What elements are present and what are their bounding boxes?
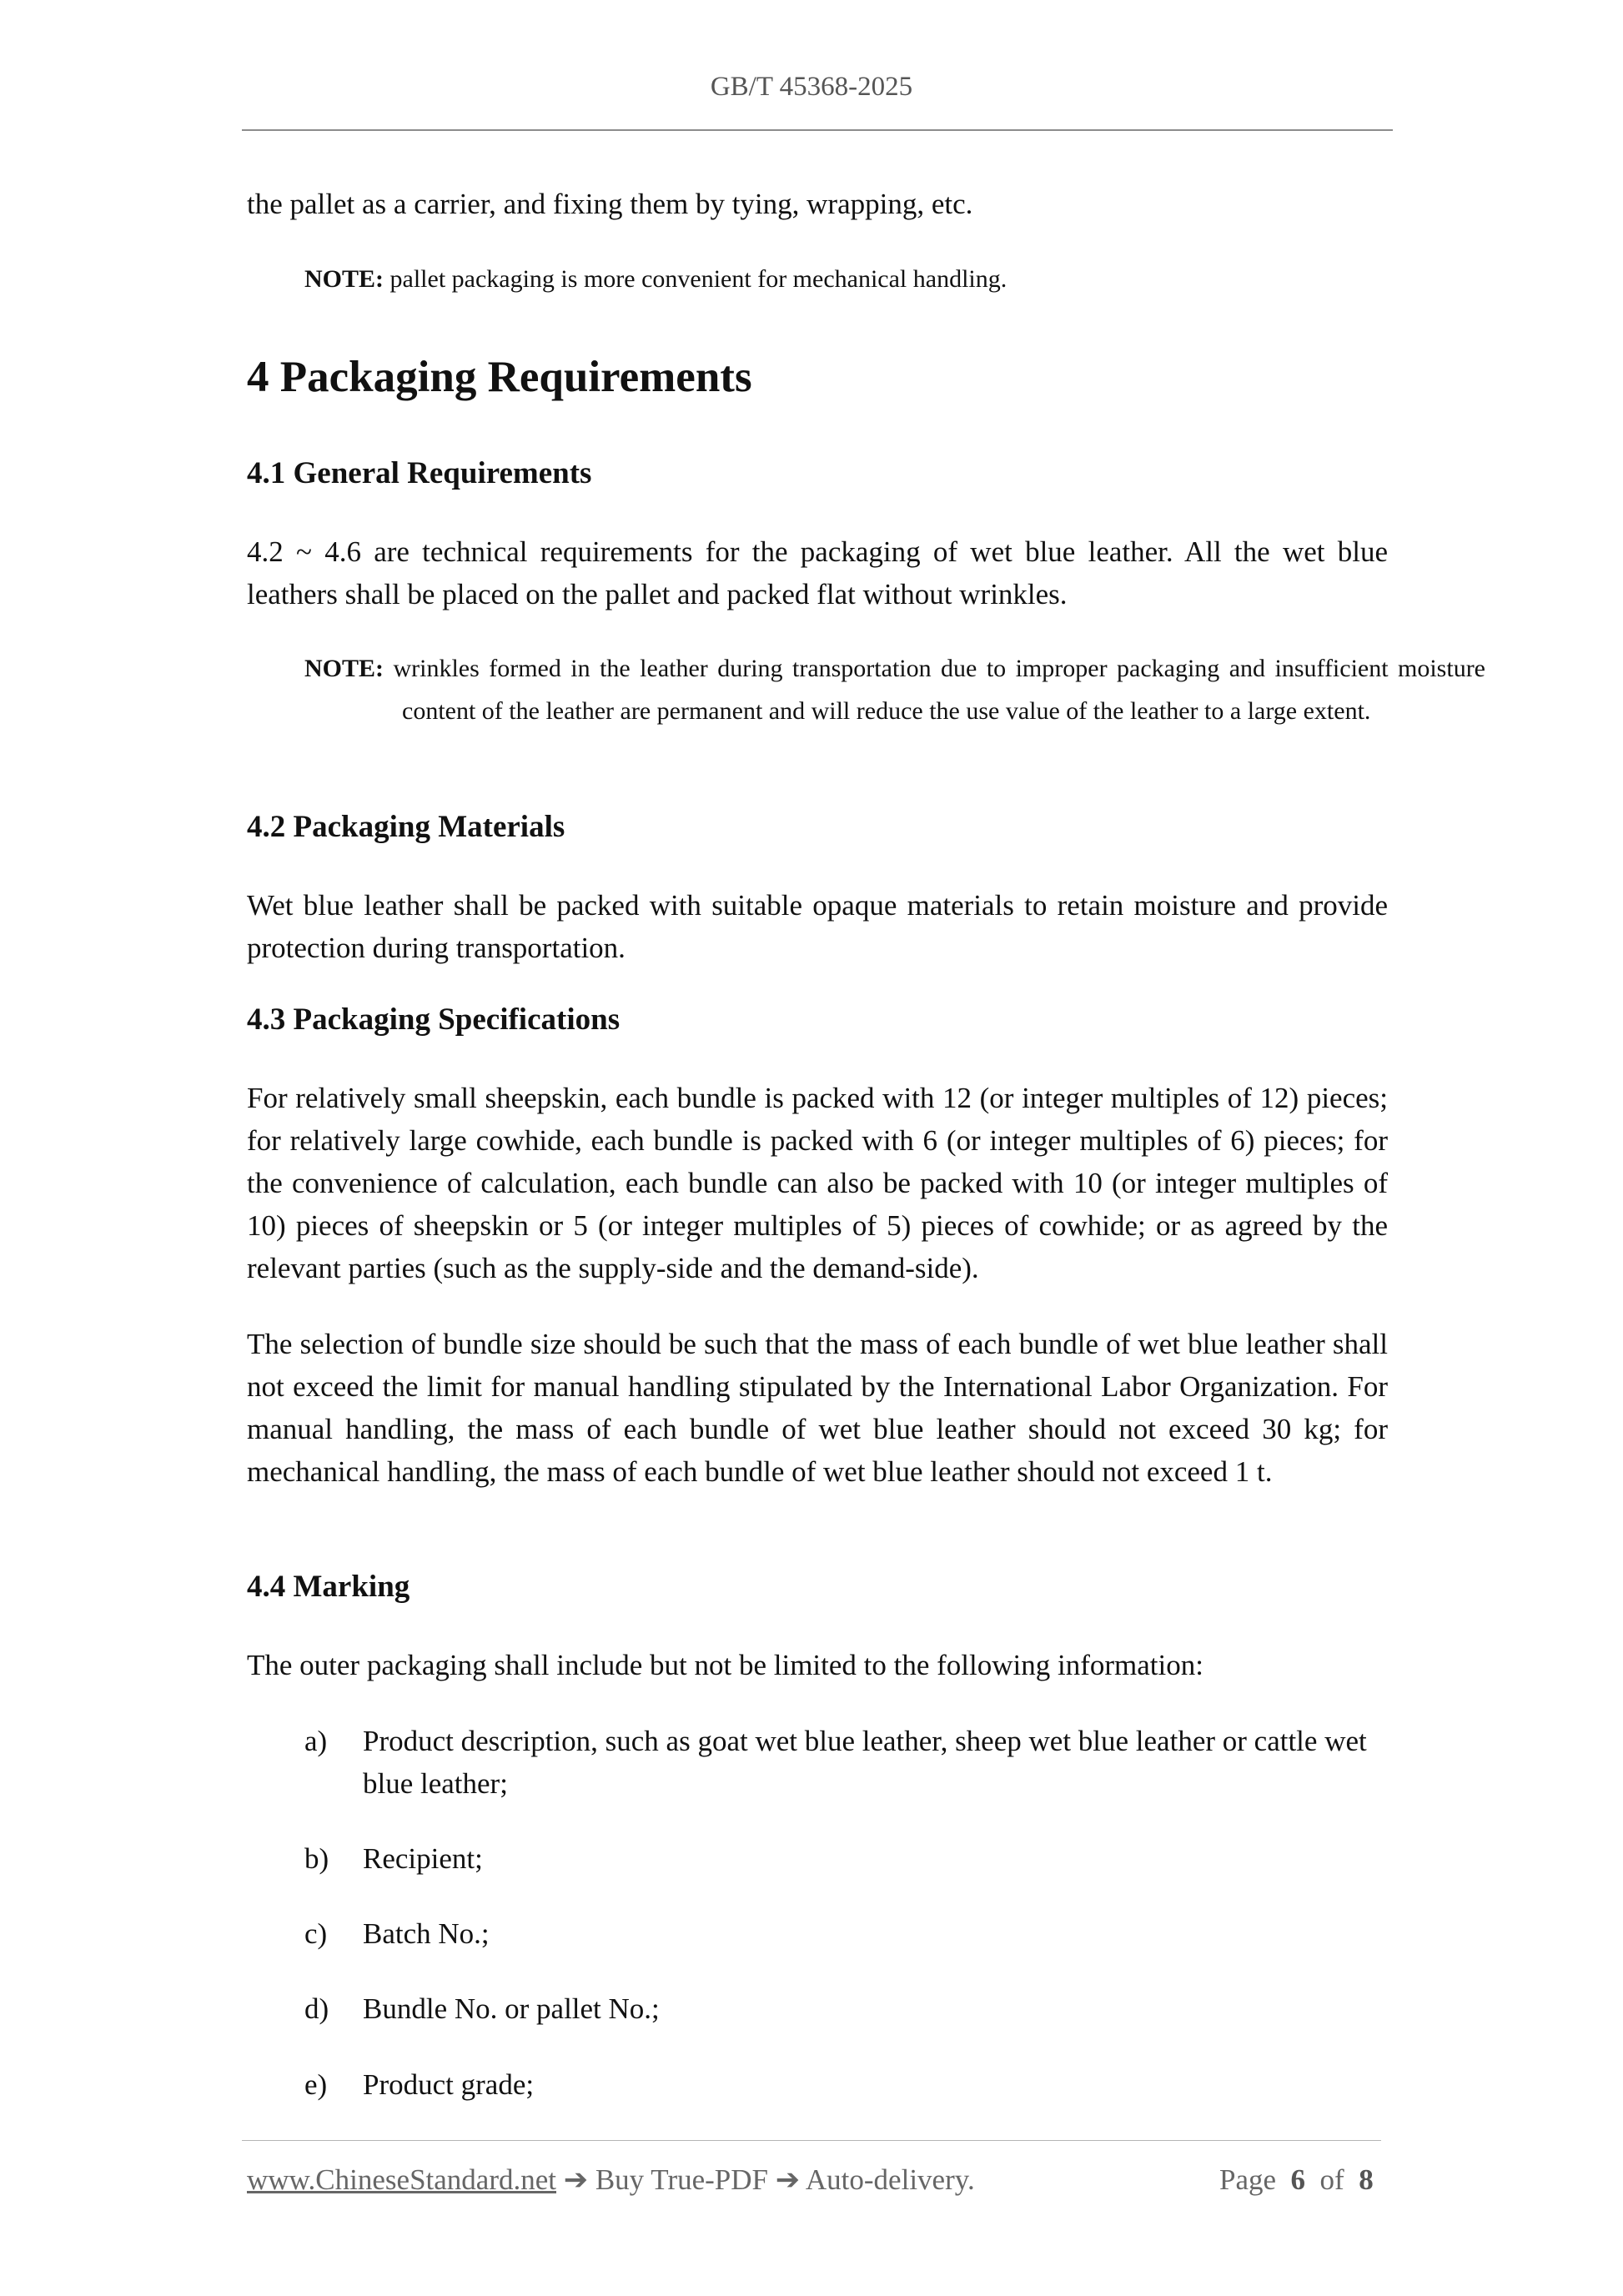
- section-4-2-heading: 4.2 Packaging Materials: [247, 810, 565, 844]
- note-label: NOTE:: [304, 265, 384, 293]
- list-item: [304, 1837, 1388, 1880]
- page-label: Page: [1219, 2163, 1277, 2196]
- buy-true-pdf-text: Buy True-PDF: [595, 2163, 768, 2196]
- list-item: [304, 1720, 1388, 1805]
- total-pages-number: 8: [1359, 2163, 1374, 2196]
- page-indicator: [1219, 2163, 1374, 2197]
- list-item-label: b): [304, 1842, 329, 1875]
- list-item-text: Batch No.;: [363, 1917, 490, 1950]
- section-4-3-paragraph-2: The selection of bundle size should be such that the mass of each bundle of wet blue leather shall not exceed the limit for manual handling stipulated by the International Labor Organization. For manual handling, the mass of each bundle of wet blue leather should not exceed 30 kg; for mechanical handling, the mass of each bundle of wet blue leather should not exceed 1 t.: [247, 1328, 1388, 1488]
- list-item: [304, 1912, 1388, 1955]
- footer-links: [247, 2163, 975, 2197]
- list-item: [304, 2063, 1388, 2106]
- list-item-text: Recipient;: [363, 1842, 483, 1875]
- list-item-label: d): [304, 1992, 329, 2025]
- intro-continuation: the pallet as a carrier, and fixing them by tying, wrapping, etc.: [247, 188, 973, 220]
- header-divider: [242, 129, 1393, 131]
- section-4-3-heading: 4.3 Packaging Specifications: [247, 1002, 621, 1037]
- list-item-label: e): [304, 2068, 328, 2101]
- list-item-text: Bundle No. or pallet No.;: [363, 1992, 660, 2025]
- list-item-label: c): [304, 1917, 328, 1950]
- document-id-header: GB/T 45368-2025: [710, 72, 913, 102]
- note-label: NOTE:: [304, 655, 384, 682]
- footer-divider: [242, 2140, 1381, 2141]
- section-4-1-paragraph: 4.2 ~ 4.6 are technical requirements for the packaging of wet blue leather. All the wet blue leathers shall be placed on the pallet and packed flat without wrinkles.: [247, 535, 1388, 610]
- section-4-4-intro: The outer packaging shall include but not be limited to the following information:: [247, 1649, 1203, 1681]
- section-4-4-heading: 4.4 Marking: [247, 1570, 410, 1604]
- note-text: wrinkles formed in the leather during transportation due to improper packaging and insufficient moisture content of the leather are permanent and will reduce the use value of the leather to a large extent.: [393, 655, 1486, 725]
- of-label: of: [1319, 2163, 1344, 2196]
- list-item: [304, 1987, 1388, 2030]
- arrow-right-icon: ➔: [775, 2163, 801, 2196]
- arrow-right-icon: ➔: [563, 2163, 589, 2196]
- section-4-1-heading: 4.1 General Requirements: [247, 456, 592, 490]
- note-text: pallet packaging is more convenient for mechanical handling.: [389, 265, 1007, 293]
- auto-delivery-text: Auto-delivery.: [805, 2163, 975, 2196]
- list-item-text: Product description, such as goat wet blue leather, sheep wet blue leather or cattle wet blue leather;: [363, 1725, 1367, 1800]
- section-4-heading: 4 Packaging Requirements: [247, 353, 752, 401]
- note-pallet-packaging: [304, 258, 1388, 300]
- note-wrinkles: [304, 647, 1485, 732]
- section-4-2-paragraph: Wet blue leather shall be packed with suitable opaque materials to retain moisture and provide protection during transportation.: [247, 889, 1388, 964]
- list-item-label: a): [304, 1725, 328, 1757]
- current-page-number: 6: [1290, 2163, 1306, 2196]
- chinesestandard-link[interactable]: www.ChineseStandard.net: [247, 2163, 556, 2196]
- section-4-3-paragraph-1: For relatively small sheepskin, each bundle is packed with 12 (or integer multiples of 12) pieces; for relatively large cowhide, each bundle is packed with 6 (or integer multiples of 6) pieces; for the convenience of calculation, each bundle can also be packed with 10 (or integer multiples of 10) pieces of sheepskin or 5 (or integer multiples of 5) pieces of cowhide; or as agreed by the relevant parties (such as the supply-side and the demand-side).: [247, 1082, 1388, 1284]
- list-item-text: Product grade;: [363, 2068, 535, 2101]
